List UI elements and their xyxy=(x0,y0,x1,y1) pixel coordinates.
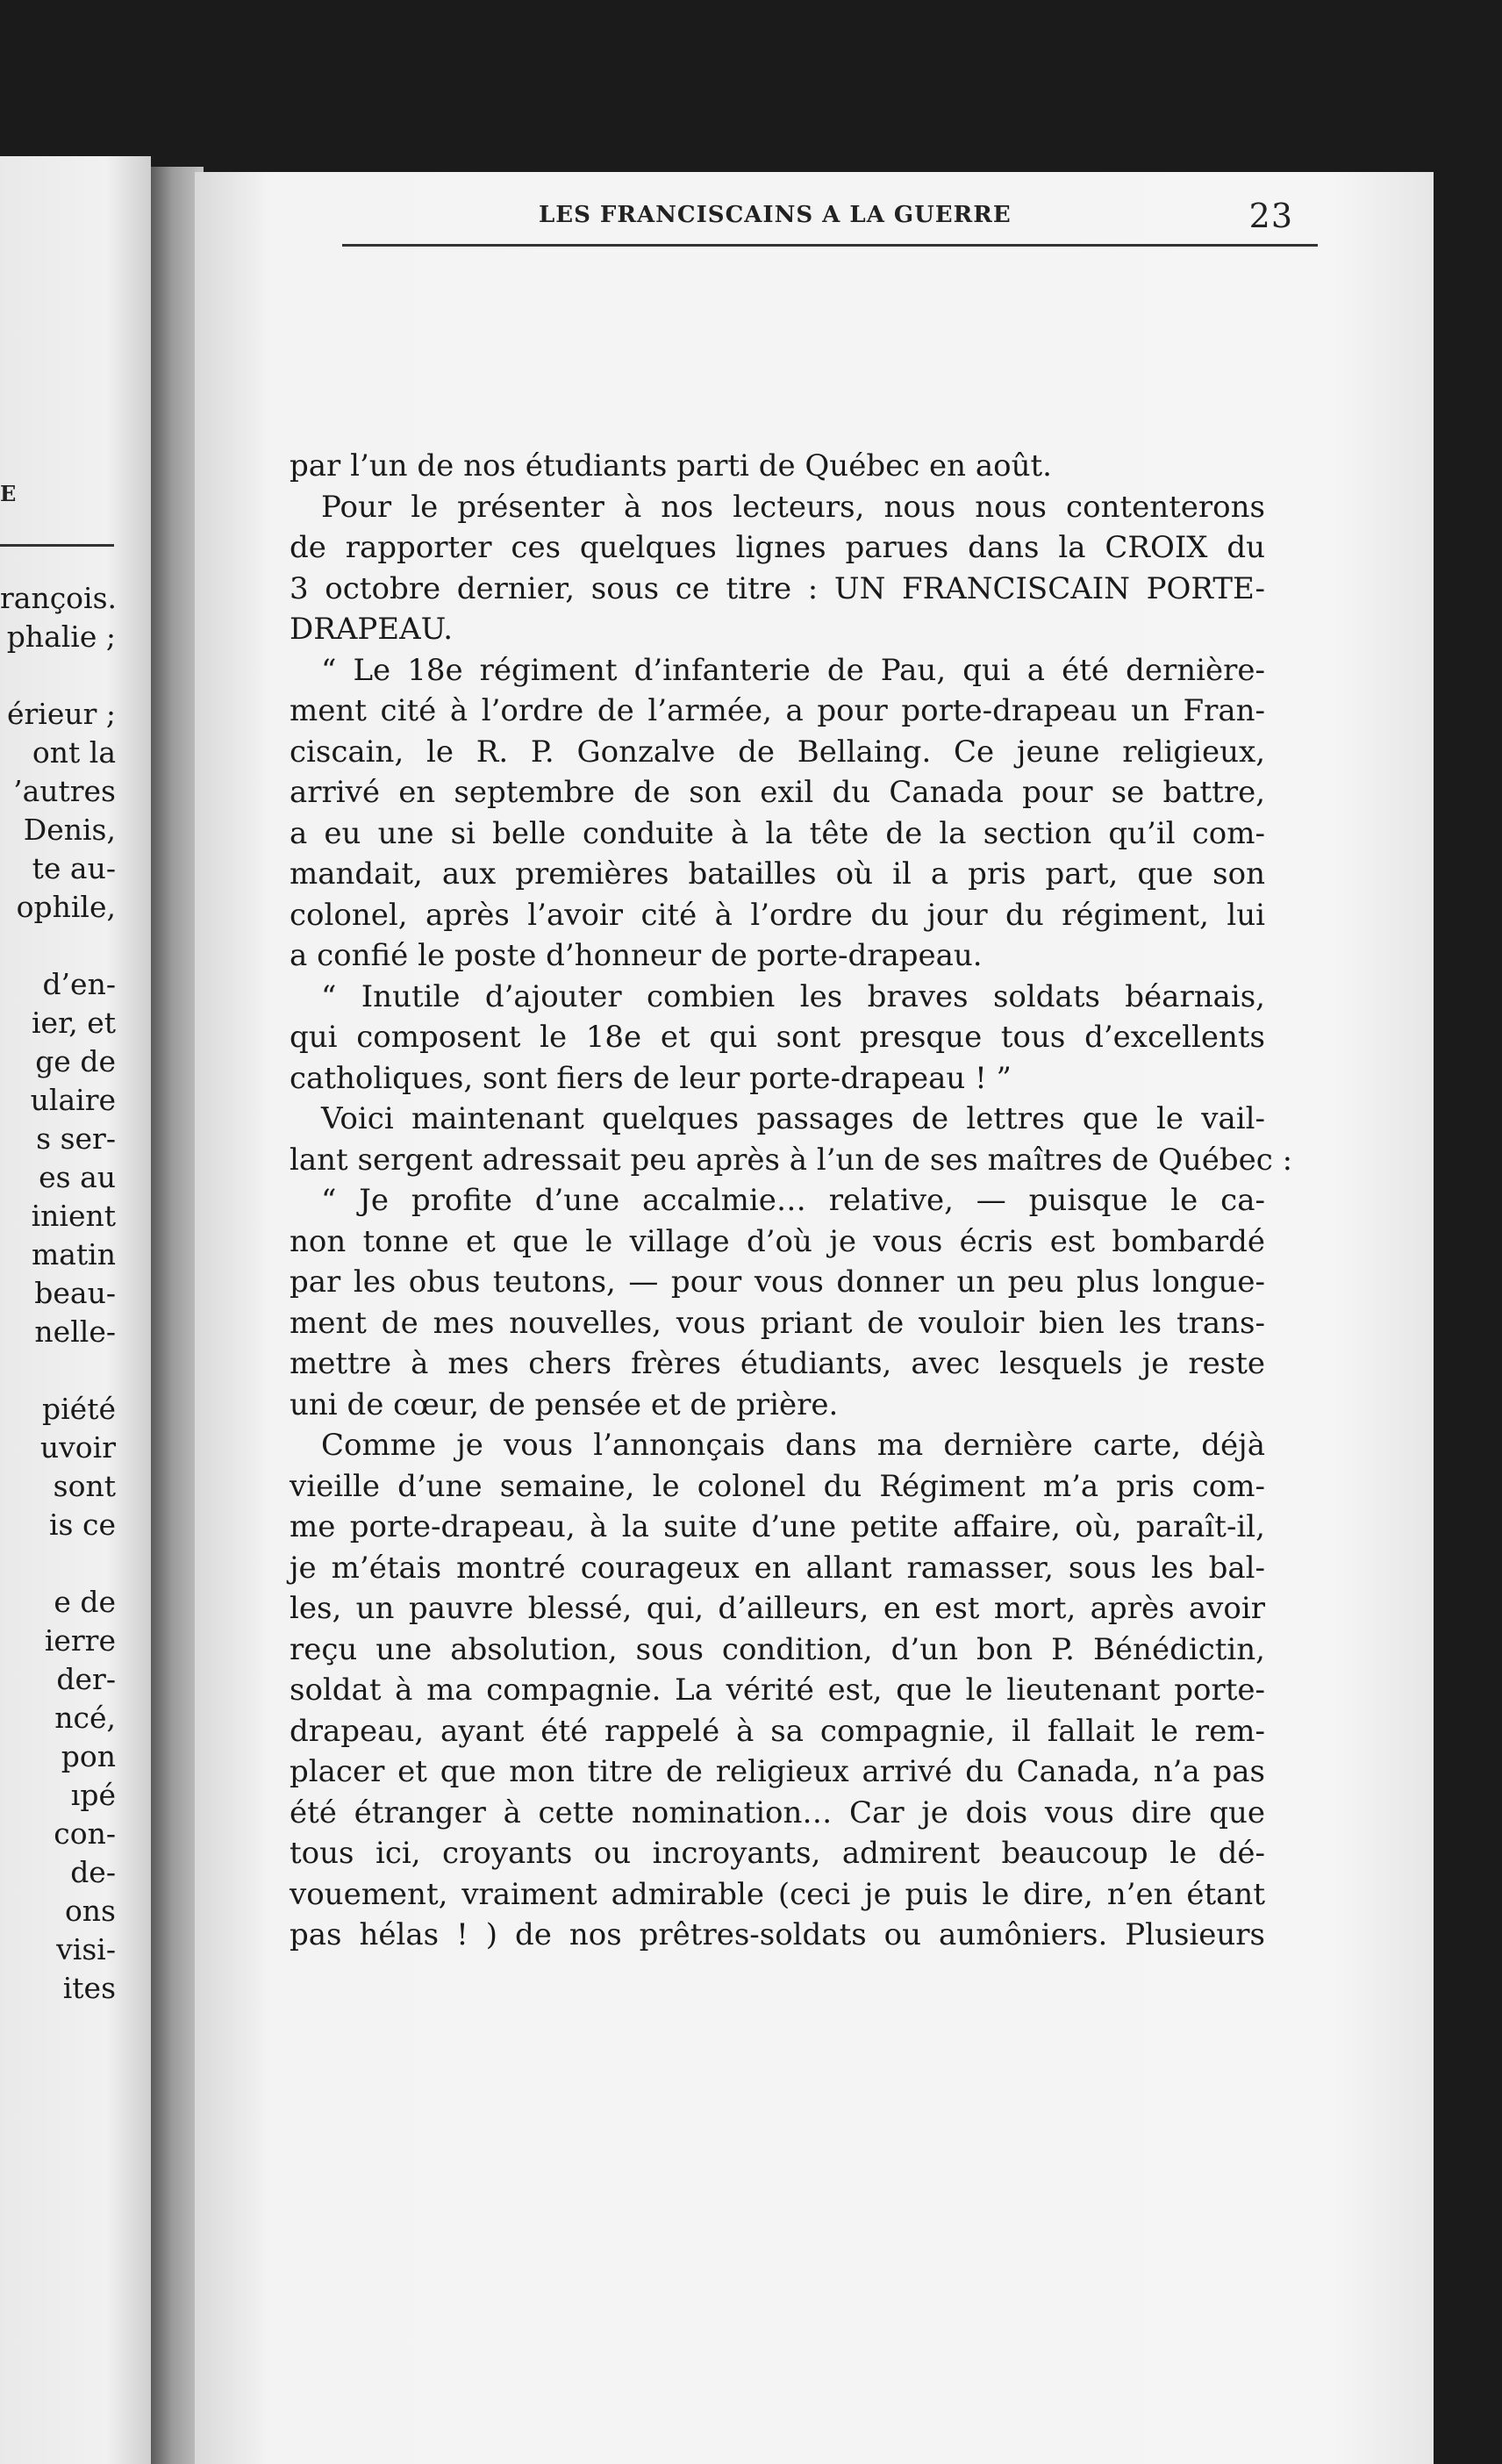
text-line: drapeau, ayant été rappelé à sa compagnie, il fallait le rem- xyxy=(290,1713,1265,1749)
text-line: Pour le présenter à nos lecteurs, nous nous contenterons xyxy=(321,489,1265,525)
left-text-line: te au- xyxy=(32,851,116,885)
left-text-line xyxy=(0,1351,147,1390)
page-number: 23 xyxy=(1248,197,1293,235)
left-text-line xyxy=(0,927,147,965)
text-line: “ Le 18e régiment d’infanterie de Pau, qui a été dernière- xyxy=(321,652,1265,688)
left-text-line: is ce xyxy=(49,1508,116,1542)
text-line: mandait, aux premières batailles où il a pris part, que son xyxy=(290,856,1265,892)
left-text-line: matin xyxy=(31,1237,116,1271)
left-text-line: phalie ; xyxy=(6,620,116,654)
left-text-line: ncé, xyxy=(54,1701,116,1735)
left-page-fragment xyxy=(0,156,151,2464)
left-text-line: ierre xyxy=(44,1623,116,1658)
left-text-line: der- xyxy=(56,1662,116,1696)
text-line: “ Inutile d’ajouter combien les braves soldats béarnais, xyxy=(321,978,1265,1014)
left-text-line: de- xyxy=(70,1855,116,1889)
running-title: LES FRANCISCAINS A LA GUERRE xyxy=(539,202,1012,228)
left-text-line: ’autres xyxy=(13,774,116,808)
text-line: uni de cœur, de pensée et de prière. xyxy=(290,1386,839,1422)
running-head xyxy=(344,190,1293,233)
text-line: placer et que mon titre de religieux arrivé du Canada, n’a pas xyxy=(290,1754,1265,1789)
text-line: qui composent le 18e et qui sont presque tous d’excellents xyxy=(290,1020,1265,1055)
text-line: Voici maintenant quelques passages de lettres que le vail- xyxy=(321,1101,1265,1136)
left-text-line: inient xyxy=(31,1199,116,1233)
text-line: 3 octobre dernier, sous ce titre : UN FRANCISCAIN PORTE- xyxy=(290,570,1265,606)
text-line: par les obus teutons, — pour vous donner un peu plus longue- xyxy=(290,1264,1265,1300)
left-text-line: d’en- xyxy=(42,967,116,1001)
left-header-rule xyxy=(0,544,114,547)
left-text-line: ıpé xyxy=(70,1778,116,1812)
left-text-line: érieur ; xyxy=(6,697,116,731)
text-line: tous ici, croyants ou incroyants, admirent beaucoup le dé- xyxy=(290,1836,1265,1871)
text-line: DRAPEAU. xyxy=(290,612,454,647)
left-text-line: s ser- xyxy=(36,1121,116,1156)
text-line: de rapporter ces quelques lignes parues dans la CROIX du xyxy=(290,530,1265,565)
left-text-line: rançois. xyxy=(0,581,118,615)
left-running-head: E xyxy=(0,481,18,506)
text-line: mettre à mes chers frères étudiants, avec lesquels je reste xyxy=(290,1346,1265,1381)
left-text-line xyxy=(0,656,147,695)
left-text-line: ites xyxy=(62,1971,116,2005)
left-page-text xyxy=(0,579,147,2008)
text-line: vieille d’une semaine, le colonel du Régiment m’a pris com- xyxy=(290,1468,1265,1504)
left-text-line: nelle- xyxy=(34,1314,116,1349)
text-line: ment de mes nouvelles, vous priant de vouloir bien les trans- xyxy=(290,1305,1265,1341)
left-text-line: ge de xyxy=(35,1044,116,1078)
left-text-line: piété xyxy=(42,1392,116,1426)
text-line: été étranger à cette nomination… Car je dois vous dire que xyxy=(290,1794,1265,1830)
text-line: colonel, après l’avoir cité à l’ordre du jour du régiment, lui xyxy=(290,897,1265,933)
left-text-line: e de xyxy=(54,1585,116,1619)
text-line: a eu une si belle conduite à la tête de la section qu’il com- xyxy=(290,815,1265,851)
text-line: catholiques, sont fiers de leur porte-drapeau ! ” xyxy=(290,1060,1012,1096)
text-line: a confié le poste d’honneur de porte-drapeau. xyxy=(290,938,983,973)
body-text xyxy=(290,446,1293,1956)
text-line: ciscain, le R. P. Gonzalve de Bellaing. Ce jeune religieux, xyxy=(290,734,1265,770)
left-text-line: ulaire xyxy=(30,1083,116,1117)
left-text-line: ophile, xyxy=(16,890,116,924)
left-text-line: pon xyxy=(61,1739,116,1773)
left-text-line: ons xyxy=(64,1894,116,1928)
text-line: par l’un de nos étudiants parti de Québec en août. xyxy=(290,448,1052,483)
left-text-line xyxy=(0,1544,147,1583)
text-line: arrivé en septembre de son exil du Canada pour se battre, xyxy=(290,775,1265,810)
text-line: reçu une absolution, sous condition, d’un bon P. Bénédictin, xyxy=(290,1631,1265,1667)
text-line: vouement, vraiment admirable (ceci je puis le dire, n’en étant xyxy=(290,1876,1265,1912)
text-line: soldat à ma compagnie. La vérité est, que le lieutenant porte- xyxy=(290,1673,1265,1708)
left-text-line: uvoir xyxy=(39,1430,116,1465)
text-line: “ Je profite d’une accalmie… relative, — puisque le ca- xyxy=(321,1183,1265,1218)
left-text-line: es au xyxy=(39,1160,116,1194)
left-text-line: ier, et xyxy=(31,1006,116,1040)
text-line: me porte-drapeau, à la suite d’une petite affaire, où, paraît-il, xyxy=(290,1509,1265,1544)
header-rule xyxy=(342,244,1318,247)
text-line: je m’étais montré courageux en allant ramasser, sous les bal- xyxy=(290,1550,1265,1586)
text-line: les, un pauvre blessé, qui, d’ailleurs, en est mort, après avoir xyxy=(290,1591,1265,1626)
text-line: pas hélas ! ) de nos prêtres-soldats ou aumôniers. Plusieurs xyxy=(290,1917,1265,1952)
text-line: lant sergent adressait peu après à l’un de ses maîtres de Québec : xyxy=(290,1142,1293,1178)
left-text-line: beau- xyxy=(34,1276,116,1310)
text-line: ment cité à l’ordre de l’armée, a pour porte-drapeau un Fran- xyxy=(290,693,1265,728)
left-text-line: visi- xyxy=(56,1932,116,1966)
text-line: non tonne et que le village d’où je vous écris est bombardé xyxy=(290,1223,1265,1259)
left-text-line: ont la xyxy=(32,735,116,770)
left-text-line: con- xyxy=(54,1816,116,1851)
text-line: Comme je vous l’annonçais dans ma dernière carte, déjà xyxy=(321,1428,1265,1463)
left-text-line: sont xyxy=(53,1469,116,1503)
left-text-line: Denis, xyxy=(23,813,116,847)
